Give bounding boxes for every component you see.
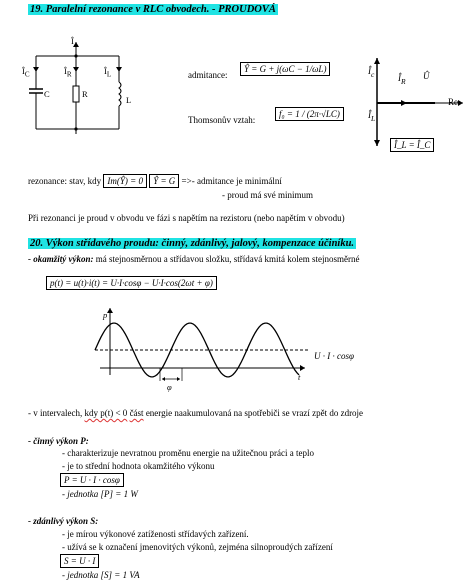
zdanlivy-line-1: - je mírou výkonové zatíženosti střídavých zařízení. [62, 529, 249, 539]
circuit-label-ic: $Î_C$ [22, 66, 30, 79]
cinny-line-2: - je to střední hodnota okamžitého výkonu [62, 461, 215, 471]
circuit-label-c: C [44, 89, 50, 99]
zdanlivy-line-2: - užívá se k označení jmenovitých výkonů, zejména silnoproudých zařízení [62, 542, 333, 552]
cinny-line-1: - charakterizuje nevratnou proměnu energie na užitečnou práci a teplo [62, 448, 314, 458]
zdanlivy-heading: - zdánlivý výkon S: [28, 516, 99, 526]
phasor-label-u: Û [423, 71, 430, 81]
rezonance-formula-1: Im(Ŷ) = 0 [103, 174, 147, 188]
section-20-title: 20. Výkon střídavého proudu: činný, zdánlivý, jalový, kompenzace účiníku. [30, 238, 355, 249]
rezonance-line: rezonance: stav, kdy Im(Ŷ) = 0 Ŷ = G =>- admitance je minimální [28, 176, 282, 186]
rlc-circuit-diagram [14, 34, 134, 134]
graph-dc-label: U · I · cosφ [314, 351, 354, 361]
cinny-formula: P = U · I · cosφ [60, 473, 124, 487]
zdanlivy-unit: - jednotka [S] = 1 VA [62, 570, 140, 580]
phasor-label-ic: $Î_c$ [368, 66, 375, 79]
okamzity-formula: p(t) = u(t)·i(t) = U·I·cosφ − U·I·cos(2ωt + φ) [46, 276, 217, 290]
section-19-title: 19. Paralelní rezonance v RLC obvodech. - PROUDOVÁ [30, 4, 276, 15]
admitance-label: admitance: [188, 70, 228, 80]
zdanlivy-formula: S = U · I [60, 554, 99, 568]
rezonance-conclusion: Při rezonanci je proud v obvodu ve fázi s napětím na rezistoru (nebo napětím v obvodu) [28, 213, 345, 223]
rezonance-line-2: - proud má své minimum [222, 190, 313, 200]
admitance-formula: Ŷ = G + j(ωC − 1/ωL) [240, 62, 330, 76]
graph-axis-p: p [103, 310, 108, 320]
circuit-label-l: L [126, 95, 132, 105]
circuit-label-i: Î [71, 36, 74, 46]
rezonance-formula-2: Ŷ = G [149, 174, 179, 188]
graph-axis-t: t [298, 372, 301, 382]
cinny-heading: - činný výkon P: [28, 436, 89, 446]
okamzity-line: - okamžitý výkon: má stejnosměrnou a střídavou složku, střídavá kmitá kolem stejnosměrné [28, 254, 360, 264]
intervals-line: - v intervalech, kdy p(t) < 0 část energie naakumulovaná na spotřebiči se vrazí zpět do zdroje [28, 408, 364, 418]
thomson-formula: f₀ = 1 / (2π·√LC) [275, 107, 344, 121]
phasor-equality: Î_L = Î_C [390, 138, 434, 152]
circuit-label-il: $Î_L$ [104, 66, 112, 79]
phasor-label-il: $Î_L$ [368, 110, 376, 123]
thomson-label: Thomsonův vztah: [188, 115, 256, 125]
power-waveform-graph [85, 305, 325, 395]
phasor-label-re: Re [448, 97, 458, 107]
phasor-label-ir: $Î_R$ [398, 73, 406, 86]
circuit-label-r: R [82, 89, 88, 99]
cinny-unit: - jednotka [P] = 1 W [62, 489, 138, 499]
circuit-label-ir: $Î_R$ [64, 66, 72, 79]
graph-phi: φ [167, 382, 172, 392]
